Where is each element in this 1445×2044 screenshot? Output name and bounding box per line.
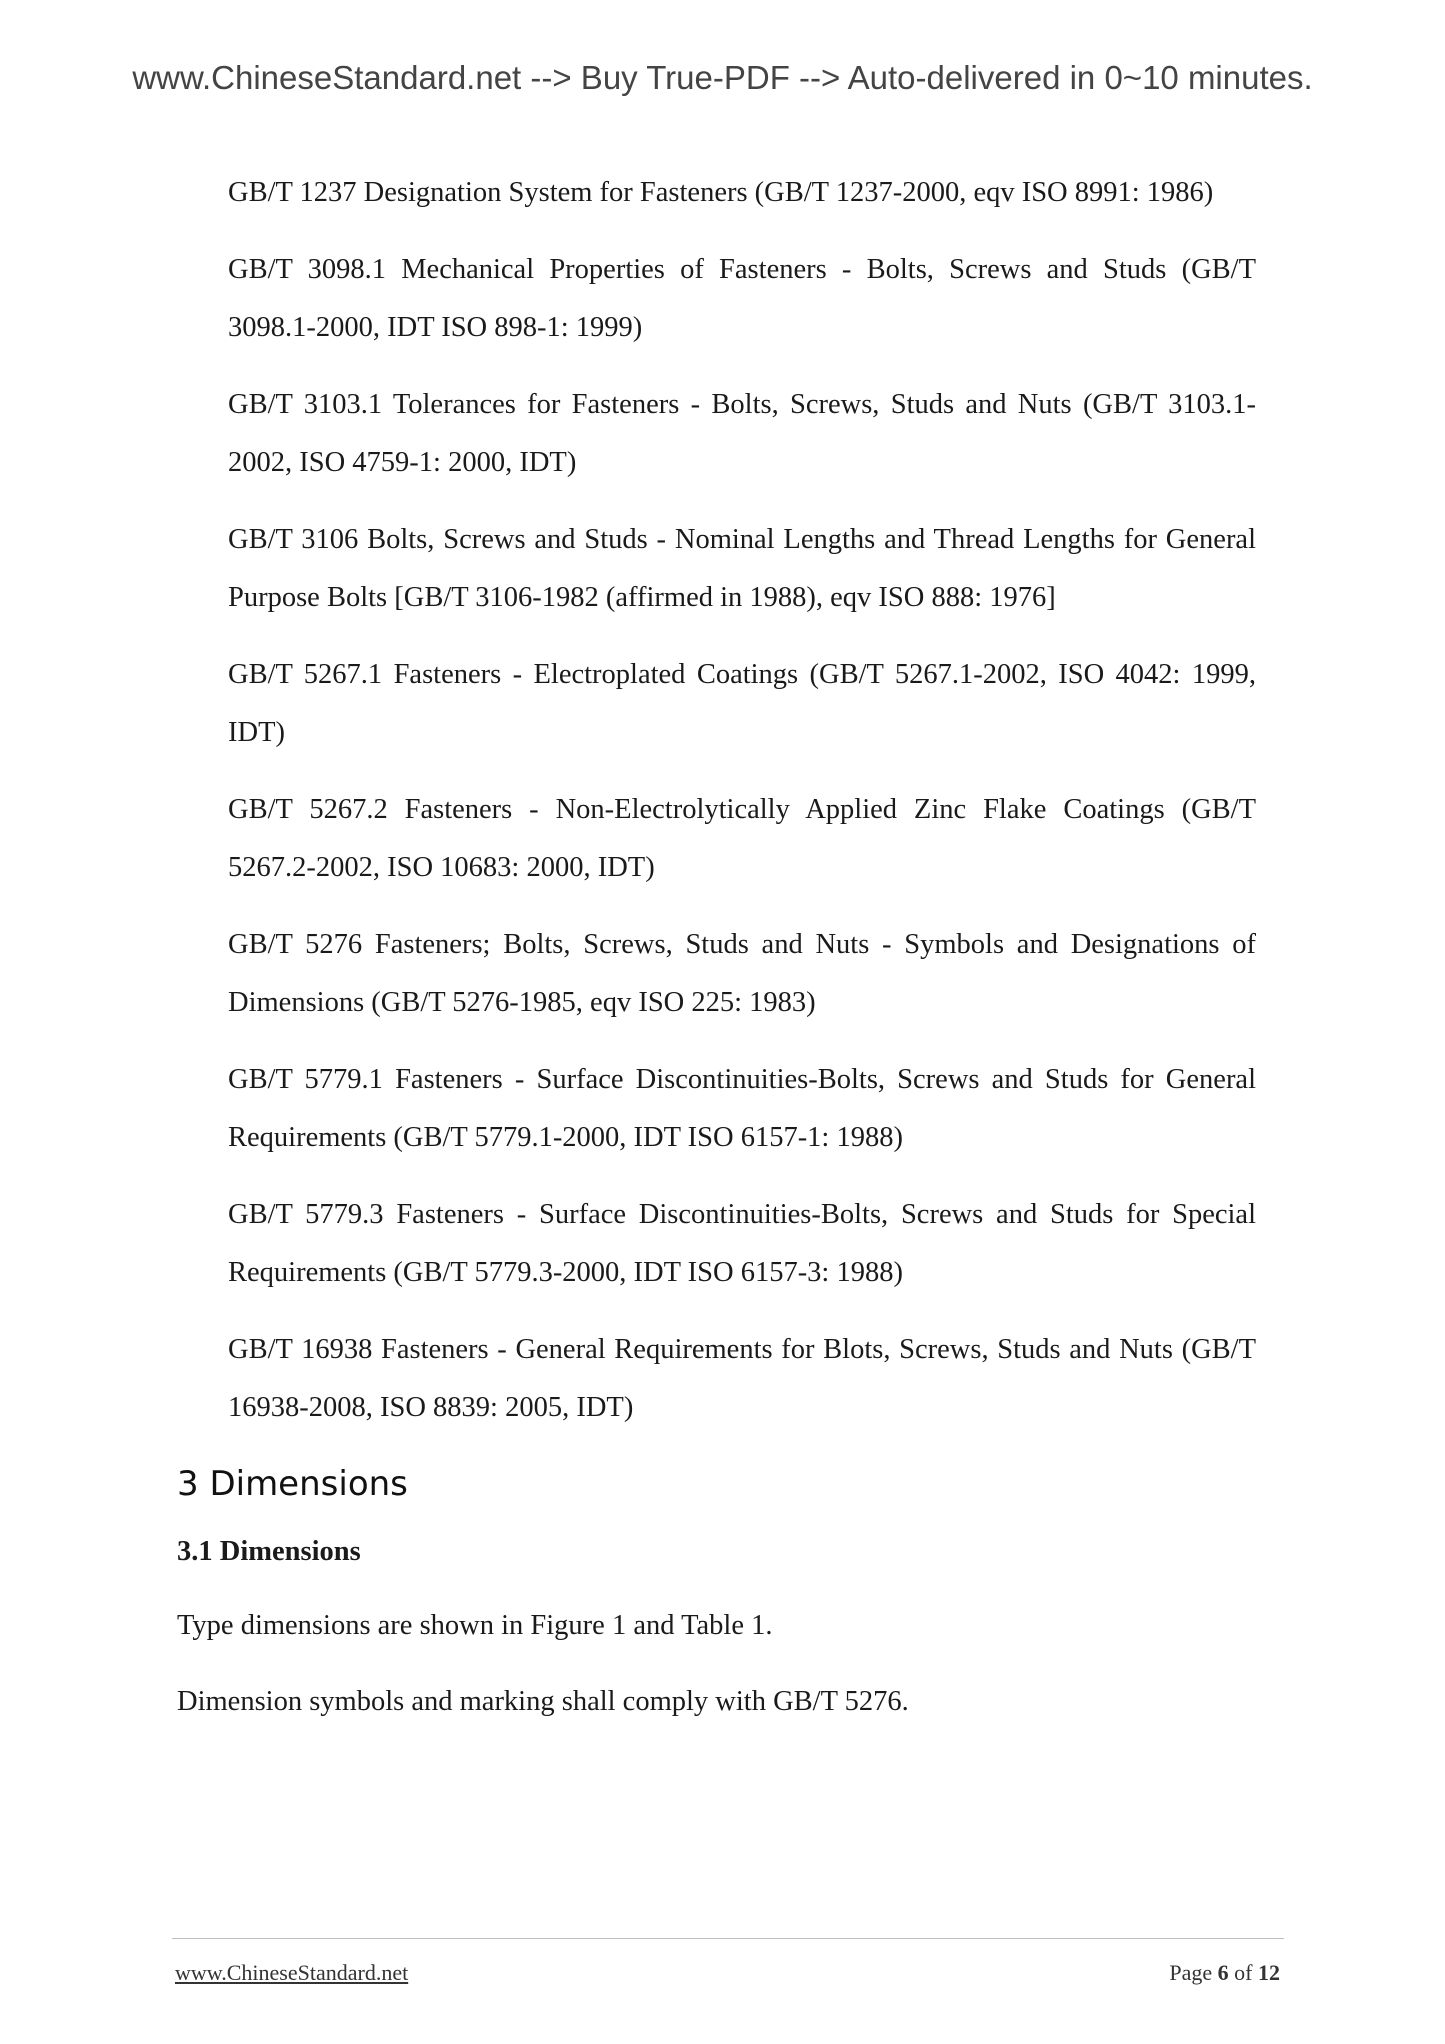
reference-item: GB/T 16938 Fasteners - General Requirements for Blots, Screws, Studs and Nuts (GB/T 16938-2008, ISO 8839: 2005, IDT) — [228, 1334, 1256, 1423]
header-banner: www.ChineseStandard.net --> Buy True-PDF --> Auto-delivered in 0~10 minutes. — [132, 59, 1313, 96]
reference-item: GB/T 5779.3 Fasteners - Surface Discontinuities-Bolts, Screws and Studs for Special Requirements (GB/T 5779.3-2000, IDT ISO 6157-3: 1988) — [228, 1199, 1256, 1288]
reference-item: GB/T 5267.2 Fasteners - Non-Electrolytically Applied Zinc Flake Coatings (GB/T 5267.2-2002, ISO 10683: 2000, IDT) — [228, 794, 1256, 883]
reference-item: GB/T 3106 Bolts, Screws and Studs - Nominal Lengths and Thread Lengths for General Purpose Bolts [GB/T 3106-1982 (affirmed in 1988), eqv ISO 888: 1976] — [228, 524, 1256, 613]
reference-item: GB/T 3103.1 Tolerances for Fasteners - Bolts, Screws, Studs and Nuts (GB/T 3103.1-2002, ISO 4759-1: 2000, IDT) — [228, 389, 1256, 478]
reference-item: GB/T 3098.1 Mechanical Properties of Fasteners - Bolts, Screws and Studs (GB/T 3098.1-2000, IDT ISO 898-1: 1999) — [228, 254, 1256, 343]
normative-references-list — [228, 164, 1256, 1456]
reference-item: GB/T 1237 Designation System for Fasteners (GB/T 1237-2000, eqv ISO 8991: 1986) — [228, 177, 1214, 208]
page-label: Page — [1169, 1960, 1213, 1985]
footer-website-link[interactable]: www.ChineseStandard.net — [175, 1960, 409, 1985]
reference-item: GB/T 5276 Fasteners; Bolts, Screws, Studs and Nuts - Symbols and Designations of Dimensions (GB/T 5276-1985, eqv ISO 225: 1983) — [228, 929, 1256, 1018]
section-heading: 3 Dimensions — [177, 1464, 408, 1504]
page-total: 12 — [1258, 1960, 1280, 1985]
page-indicator — [1169, 1958, 1280, 1988]
body-paragraph: Dimension symbols and marking shall comply with GB/T 5276. — [177, 1686, 909, 1717]
of-label: of — [1234, 1960, 1253, 1985]
reference-item: GB/T 5267.1 Fasteners - Electroplated Coatings (GB/T 5267.1-2002, ISO 4042: 1999, IDT) — [228, 659, 1256, 748]
dimensions-section — [177, 1460, 1277, 1758]
body-paragraph: Type dimensions are shown in Figure 1 and Table 1. — [177, 1610, 773, 1641]
page-number: 6 — [1217, 1960, 1229, 1985]
subsection-heading: 3.1 Dimensions — [177, 1536, 361, 1567]
footer-divider — [172, 1938, 1284, 1939]
reference-item: GB/T 5779.1 Fasteners - Surface Discontinuities-Bolts, Screws and Studs for General Requirements (GB/T 5779.1-2000, IDT ISO 6157-1: 1988) — [228, 1064, 1256, 1153]
